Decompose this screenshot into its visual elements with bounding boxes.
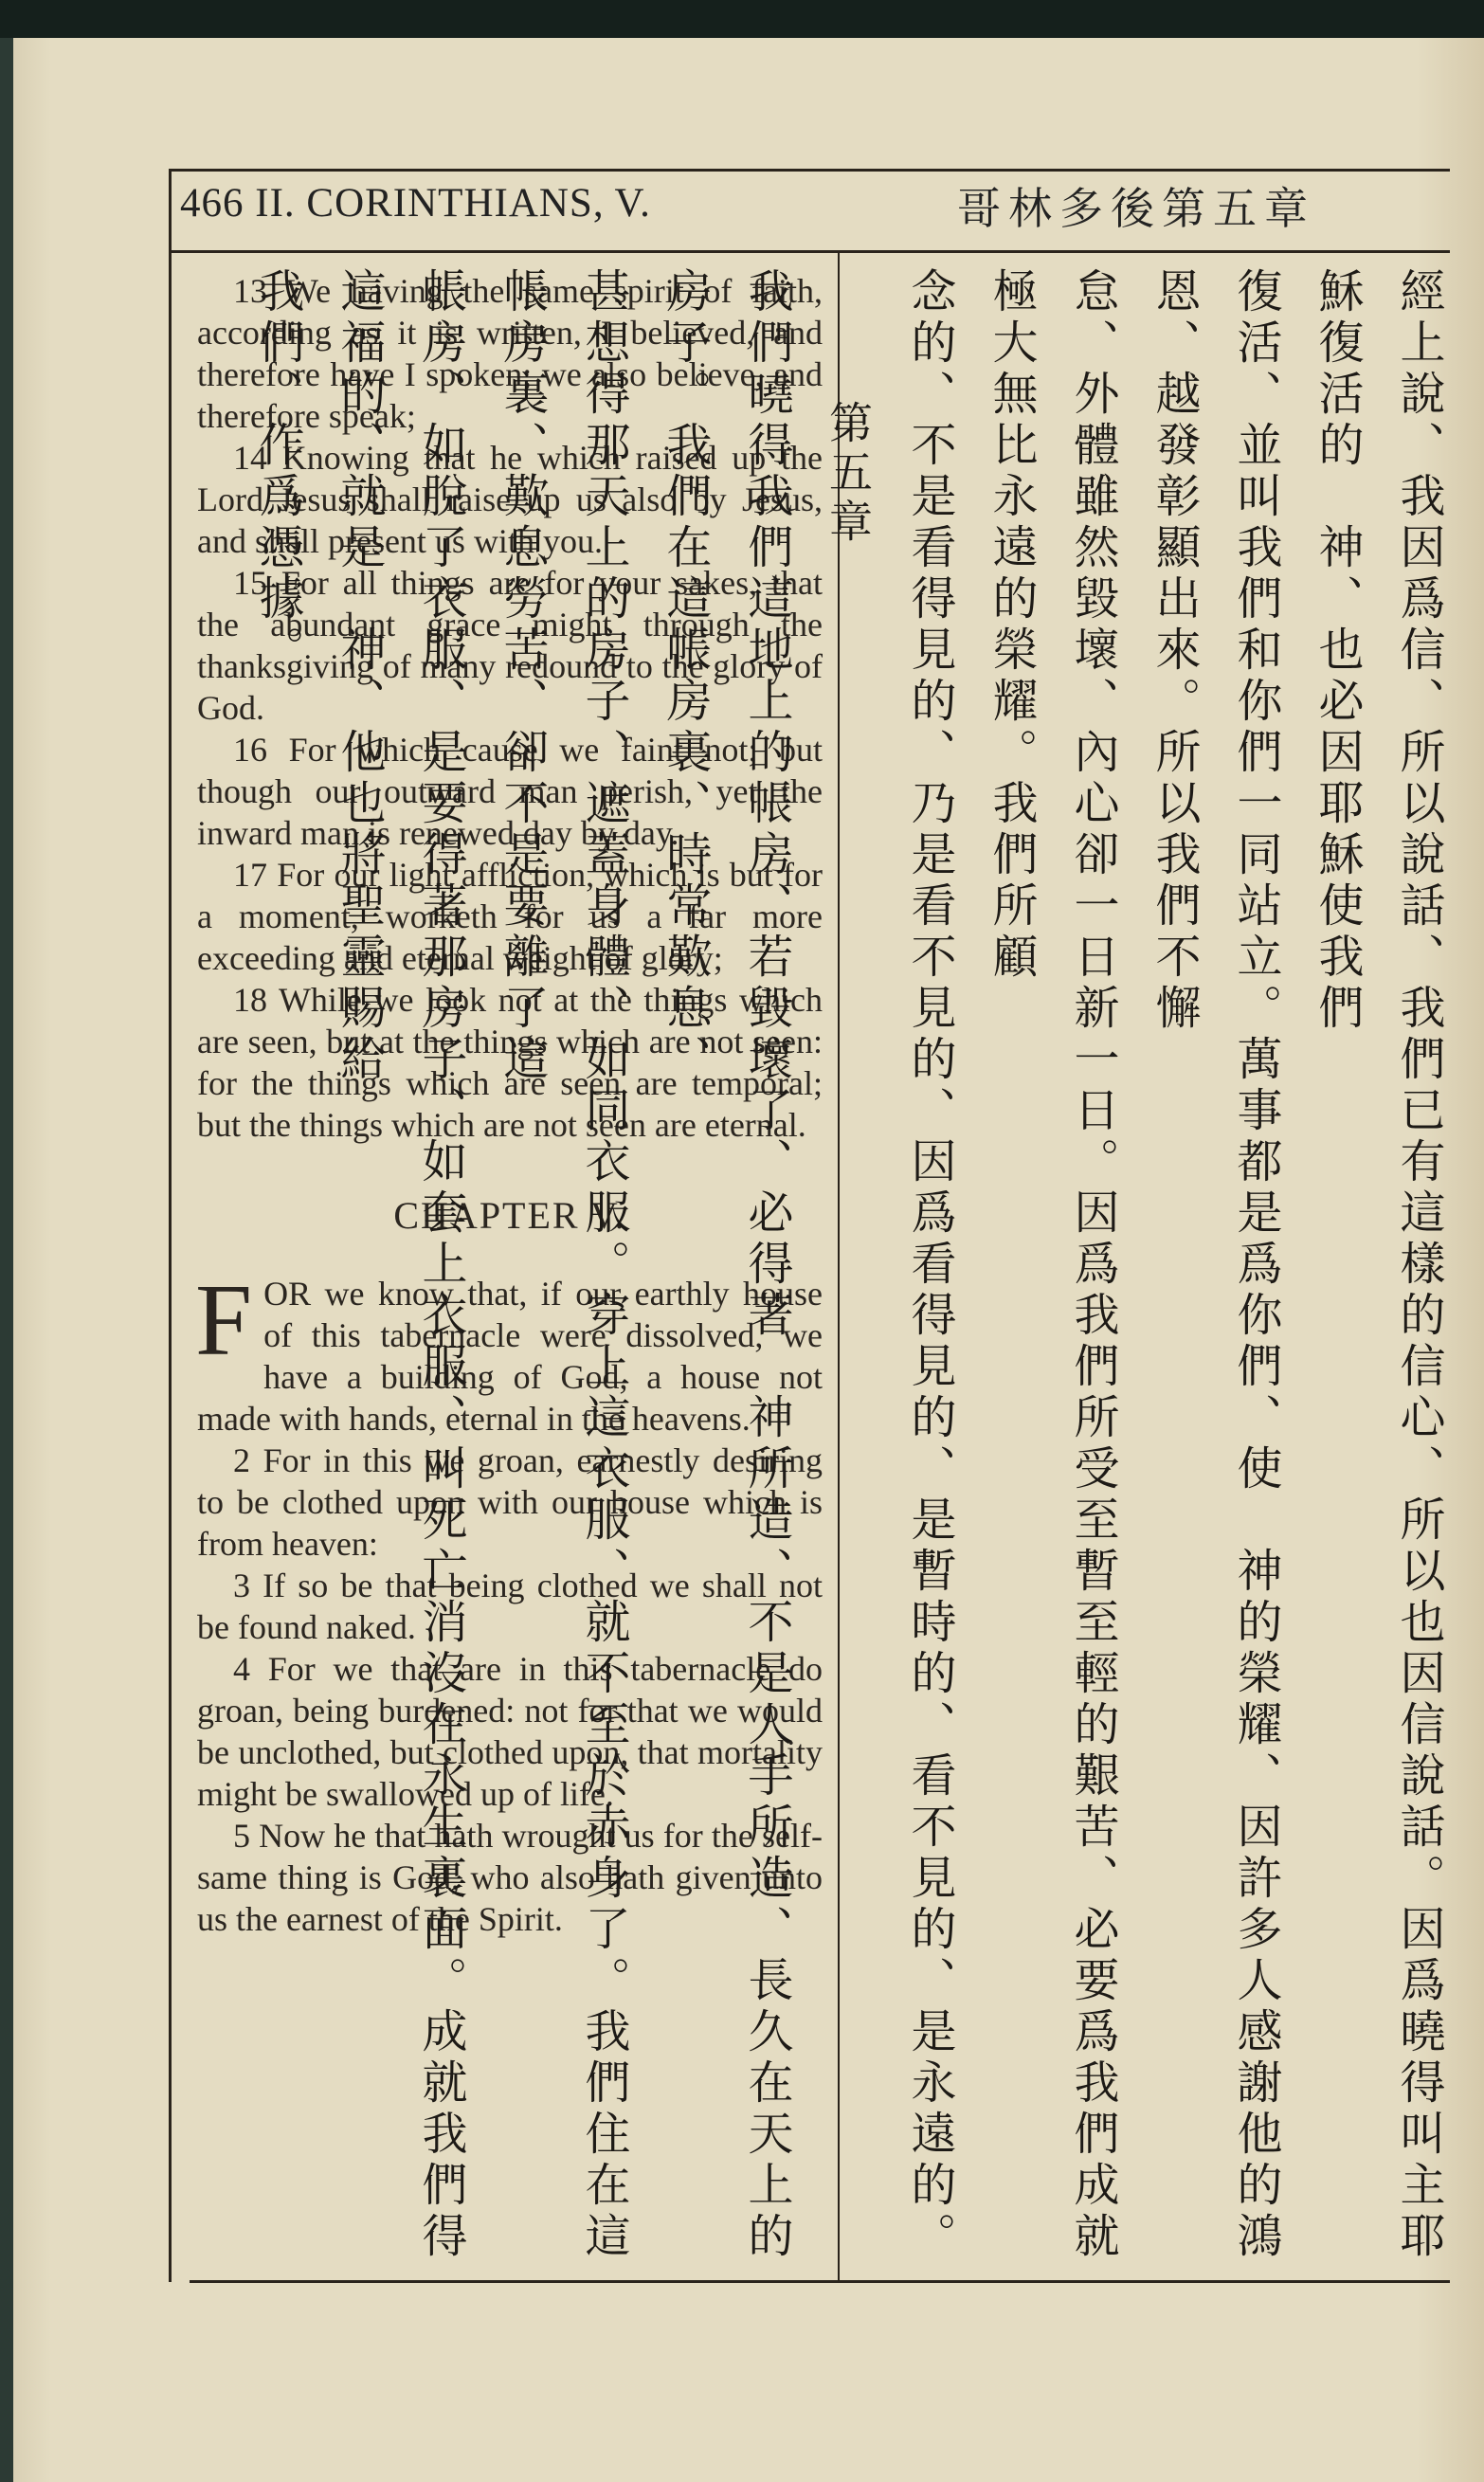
chapter5-verse-5: 5 Now he that hath wrought us for the self-same thing is God, who also hath given unto us the earnest of the Spirit. [197,1817,823,1938]
chapter-title-chinese: 第五章 [823,400,874,548]
chapter5-verse-4: 4 For we that are in this tabernacle do groan, being burdened: not for that we would be unclothed, but clothed upon, that mortality might be swallowed up of life. [197,1650,823,1813]
scan-top-border [0,0,1484,38]
frame-left-rule [169,169,172,2282]
header-bottom-rule [169,250,1450,253]
frame-bottom-rule [190,2280,1450,2283]
chapter-title-english: CHAPTER V. [393,1194,626,1237]
verse-18: 18 While we look not at the things which are seen, but at the things which are not seen: for the things which are seen are temporal; but the things which are not seen are eternal. [197,981,823,1144]
chapter5-verse-1-text: OR we know that, if our earthly house of this tabernacle were dissolved, we have a building of God, a house not made with hands, eternal in the heavens. [197,1275,823,1438]
running-header-english: 466 II. CORINTHIANS, V. [180,181,651,226]
chinese-line-4: 念的、不是看得見的、乃是看不見的、因爲看得見的、是暫時的、看不見的、是永遠的。 [903,267,956,2263]
verse-16: 16 For which cause we faint not; but though our outward man perish, yet the inward man is renewed day by day. [197,731,823,852]
verse-13: 13 We having the same spirit of faith, according as it is written, I believed, and therefore have I spoken; we also believe, and therefore speak; [197,272,823,435]
chinese-line-2: 復活、並叫我們和你們一同站立。萬事都是爲你們、使 神的榮耀、因許多人感謝他的鴻恩、越發彰顯出來。所以我們不懈 [1148,267,1282,2263]
frame-top-rule [169,169,1450,172]
chinese-line-5: 我們曉得我們這地上的帳房、若毀壞了、必得著 神所造、不是人手所造、長久在天上的房子。我們在這帳房裏、時常歎息、 [659,267,793,2263]
chinese-line-3: 怠、外體雖然毀壞、內心卻一日新一日。因爲我們所受至暫至輕的艱苦、必要爲我們成就極大無比永遠的榮耀。我們所顧 [985,267,1119,2263]
verse-17: 17 For our light affliction, which is but for a moment, worketh for us a far more exceeding and eternal weight of glory; [197,856,823,977]
chinese-line-6: 甚想得那天上的房子、遮蓋身體、如同衣服。穿上這衣服、就不至於赤身了。我們住在這帳房裏、歎息勞苦、卻不是要離了這 [496,267,630,2263]
verse-15: 15 For all things are for your sakes, that the abundant grace might through the thanksgiving of many redound to the glory of God. [197,564,823,727]
chapter5-verse-2: 2 For in this we groan, earnestly desiring to be clothed upon with our house which is from heaven: [197,1441,823,1563]
drop-cap: F [195,1264,253,1377]
chapter5-verse-3: 3 If so be that being clothed we shall not be found naked. [197,1567,823,1646]
chinese-line-8: 我們、作爲憑據。 [251,267,304,677]
running-header-chinese: 哥林多後第五章 [957,183,1315,234]
chinese-line-1: 經上說、我因爲信、所以說話、我們已有這樣的信心、所以也因信說話。因爲曉得叫主耶穌復活的 神、也必因耶穌使我們 [1311,267,1445,2263]
chinese-line-7: 帳房、如脫了衣服、是要得著那房子、如套上衣服、叫死亡消沒在永生裏面。成就我們得這福的、就是 神、他也將聖靈賜給 [333,267,467,2263]
verse-14: 14 Knowing that he which raised up the Lord Jesus shall raise up us also by Jesus, and shall present us with you. [197,439,823,560]
book-spine-edge [0,38,13,2482]
